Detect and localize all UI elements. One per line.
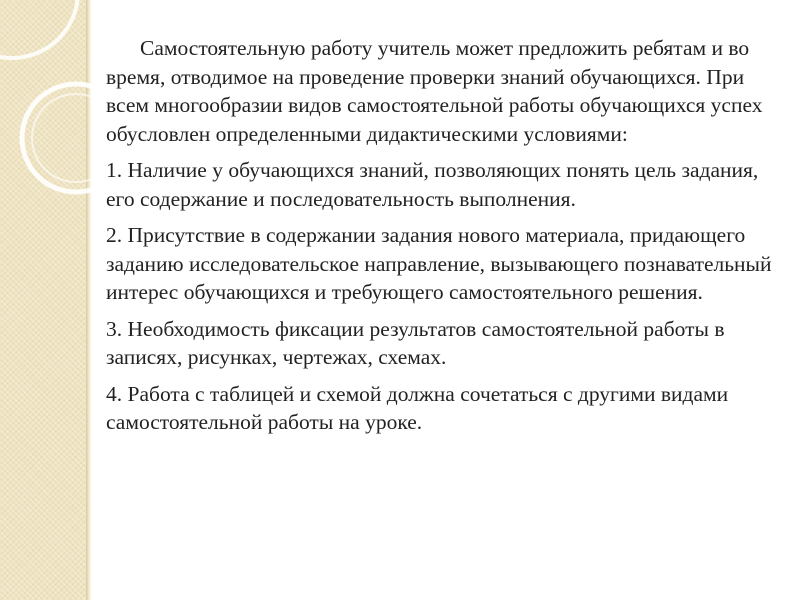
condition-item-4: 4. Работа с таблицей и схемой должна сочетаться с другими видами самостоятельной работы на уроке. [106,381,729,434]
side-panel-divider [86,0,92,600]
decorative-side-panel [0,0,86,600]
intro-paragraph: Самостоятельную работу учитель может предложить ребятам и во время, отводимое на проведение проверки знаний обучающихся. При всем многообразии видов самостоятельной работы обучающихся успех обусловлен определенными дидактическими условиями: [106,36,763,146]
condition-item-2: 2. Присутствие в содержании задания нового материала, придающего заданию исследовательское направление, вызывающего познавательный интерес обучающихся и требующего самостоятельного решения. [106,223,772,304]
condition-item-3: 3. Необходимость фиксации результатов самостоятельной работы в записях, рисунках, чертежах, схемах. [106,316,725,369]
condition-item-1: 1. Наличие у обучающихся знаний, позволяющих понять цель задания, его содержание и последовательность выполнения. [106,158,759,211]
slide-body [106,34,778,445]
